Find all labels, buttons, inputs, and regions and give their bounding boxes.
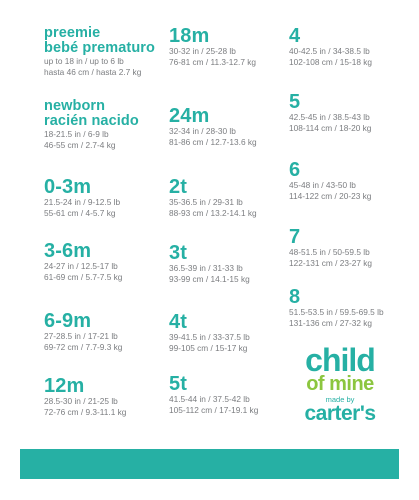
size-measure-imperial: 42.5-45 in / 38.5-43 lb — [289, 112, 370, 122]
size-entry-preemie — [44, 26, 155, 77]
logo-made-by-text: made by — [325, 395, 355, 404]
size-entry-8 — [289, 287, 384, 328]
size-measure-metric: 108-114 cm / 18-20 kg — [289, 122, 372, 133]
brand-logo — [290, 344, 390, 430]
logo-of-mine-text: of mine — [306, 373, 374, 395]
size-measure-metric: 81-86 cm / 12.7-13.6 kg — [169, 136, 257, 147]
logo-carters-text: carter's — [304, 402, 376, 425]
size-measure-metric: 105-112 cm / 17-19.1 kg — [169, 404, 259, 415]
size-measure-metric: hasta 46 cm / hasta 2.7 kg — [44, 66, 142, 77]
size-entry-3-6m — [44, 241, 122, 282]
size-entry-0-3m — [44, 177, 120, 218]
size-title: 2t — [169, 176, 187, 198]
size-measure-metric: 55-61 cm / 4-5.7 kg — [44, 207, 116, 218]
size-measure-imperial: 41.5-44 in / 37.5-42 lb — [169, 394, 250, 404]
size-measure-metric: 76-81 cm / 11.3-12.7 kg — [169, 56, 257, 67]
size-measure-imperial: 40-42.5 in / 34-38.5 lb — [289, 46, 370, 56]
size-measure-imperial: 35-36.5 in / 29-31 lb — [169, 197, 243, 207]
size-measure-metric: 69-72 cm / 7.7-9.3 kg — [44, 341, 123, 352]
size-measure-metric: 93-99 cm / 14.1-15 kg — [169, 273, 250, 284]
size-title: 3t — [169, 242, 187, 264]
footer-color-bar — [20, 449, 399, 479]
size-entry-24m — [169, 106, 257, 147]
size-measure-metric: 122-131 cm / 23-27 kg — [289, 257, 373, 268]
size-title: 6 — [289, 159, 301, 181]
size-measure-imperial: up to 18 in / up to 6 lb — [44, 56, 124, 66]
size-entry-4 — [289, 26, 372, 67]
size-measure-imperial: 27-28.5 in / 17-21 lb — [44, 331, 118, 341]
size-measure-metric: 102-108 cm / 15-18 kg — [289, 56, 373, 67]
size-measure-imperial: 48-51.5 in / 50-59.5 lb — [289, 247, 370, 257]
size-title: 4t — [169, 311, 187, 333]
size-measure-imperial: 36.5-39 in / 31-33 lb — [169, 263, 243, 273]
size-title: newborn — [44, 98, 106, 114]
size-title: 18m — [169, 25, 210, 47]
size-title: 6-9m — [44, 310, 92, 332]
size-measure-metric: 72-76 cm / 9.3-11.1 kg — [44, 406, 127, 417]
size-title: 4 — [289, 25, 301, 47]
size-measure-imperial: 51.5-53.5 in / 59.5-69.5 lb — [289, 307, 384, 317]
size-title: preemie — [44, 25, 101, 41]
size-measure-metric: 88-93 cm / 13.2-14.1 kg — [169, 207, 257, 218]
size-measure-metric: 46-55 cm / 2.7-4 kg — [44, 139, 116, 150]
size-entry-6-9m — [44, 311, 122, 352]
size-measure-metric: 131-136 cm / 27-32 kg — [289, 317, 373, 328]
size-measure-imperial: 21.5-24 in / 9-12.5 lb — [44, 197, 121, 207]
size-entry-6 — [289, 160, 371, 201]
size-title: 0-3m — [44, 176, 92, 198]
size-measure-metric: 114-122 cm / 20-23 kg — [289, 190, 372, 201]
size-title: 8 — [289, 286, 301, 308]
size-title-spanish: bebé prematuro — [44, 40, 155, 56]
size-measure-imperial: 30-32 in / 25-28 lb — [169, 46, 236, 56]
size-title: 5t — [169, 373, 187, 395]
size-title: 24m — [169, 105, 210, 127]
size-entry-newborn — [44, 99, 139, 150]
size-measure-metric: 61-69 cm / 5.7-7.5 kg — [44, 271, 123, 282]
size-measure-imperial: 28.5-30 in / 21-25 lb — [44, 396, 118, 406]
size-measure-imperial: 32-34 in / 28-30 lb — [169, 126, 236, 136]
size-entry-12m — [44, 376, 126, 417]
size-entry-7 — [289, 227, 372, 268]
size-entry-5t — [169, 374, 258, 415]
size-measure-imperial: 24-27 in / 12.5-17 lb — [44, 261, 118, 271]
size-entry-3t — [169, 243, 250, 284]
size-title: 12m — [44, 375, 85, 397]
size-title: 3-6m — [44, 240, 92, 262]
logo-child-text: child — [305, 342, 375, 378]
size-entry-4t — [169, 312, 250, 353]
size-entry-18m — [169, 26, 256, 67]
size-title: 5 — [289, 91, 301, 113]
size-title-spanish: racién nacido — [44, 113, 139, 129]
size-measure-metric: 99-105 cm / 15-17 kg — [169, 342, 248, 353]
size-measure-imperial: 18-21.5 in / 6-9 lb — [44, 129, 109, 139]
size-title: 7 — [289, 226, 301, 248]
size-entry-5 — [289, 92, 371, 133]
size-measure-imperial: 45-48 in / 43-50 lb — [289, 180, 356, 190]
size-entry-2t — [169, 177, 257, 218]
size-measure-imperial: 39-41.5 in / 33-37.5 lb — [169, 332, 250, 342]
